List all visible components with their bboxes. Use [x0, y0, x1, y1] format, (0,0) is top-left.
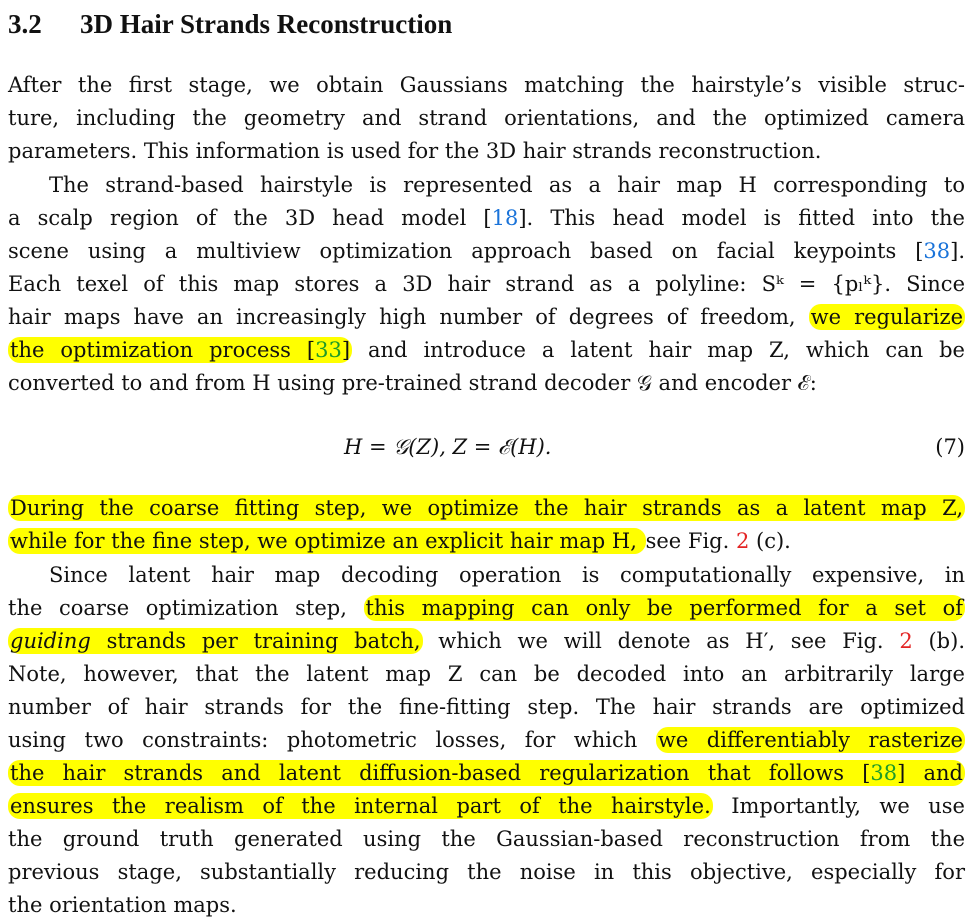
section-title: 3D Hair Strands Reconstruction — [80, 9, 453, 39]
paragraph-4-line-11: the orientation maps. — [8, 893, 237, 917]
paragraph-1-line-3: parameters. This information is used for the 3D hair strands reconstruction. — [8, 139, 822, 163]
paragraph-2-line-7: converted to and from H using pre-trained strand decoder 𝒢 and encoder ℰ: — [8, 371, 817, 395]
paragraph-1-line-1: After the first stage, we obtain Gaussians matching the hairstyle’s visible struc- — [8, 73, 965, 97]
paragraph-3-line-1 — [8, 492, 965, 525]
citation-link[interactable]: 18 — [491, 206, 519, 230]
paragraph-4-line-8: ensures the realism of the internal part of the hairstyle. Importantly, we use — [10, 794, 965, 818]
figure-link[interactable]: 2 — [735, 529, 750, 553]
paragraph-2-line-6: the optimization process [33] and introduce a latent hair map Z, which can be — [10, 338, 965, 362]
paragraph-4-line-3: guiding strands per training batch, which we will denote as H′, see Fig. 2 (b). — [10, 629, 965, 653]
highlight: ensures the realism of the internal part of the hairstyle. — [10, 794, 711, 818]
citation-link[interactable]: 33 — [315, 338, 342, 362]
paragraph-4-line-5: number of hair strands for the fine-fitting step. The hair strands are optimized — [8, 695, 965, 719]
figure-link[interactable]: 2 — [899, 629, 913, 653]
highlight: the optimization process [33] — [10, 338, 351, 362]
highlight: guiding strands per training batch, — [10, 629, 421, 653]
paragraph-2-line-5: hair maps have an increasingly high number of degrees of freedom, we regularize — [8, 305, 963, 329]
paragraph-4-line-9: the ground truth generated using the Gaussian-based reconstruction from the — [8, 827, 965, 851]
citation-link[interactable]: 38 — [923, 239, 951, 263]
highlight: while for the fine step, we optimize an explicit hair map H, — [10, 529, 644, 553]
paragraph-4-line-6: using two constraints: photometric losses, for which we differentiably rasterize — [8, 728, 963, 752]
paragraph-1-line-2: ture, including the geometry and strand orientations, and the optimized camera — [8, 106, 965, 130]
paragraph-4-line-4: Note, however, that the latent map Z can be decoded into an arbitrarily large — [8, 662, 965, 686]
equation-number: (7) — [935, 435, 965, 459]
equation-7 — [8, 429, 965, 465]
paragraph-4-line-7 — [8, 757, 965, 790]
paragraph-4-line-10: previous stage, substantially reducing the noise in this objective, especially for — [8, 860, 965, 884]
paragraph-3-line-2: while for the fine step, we optimize an explicit hair map H, see Fig. 2 (c). — [10, 529, 791, 553]
highlight: During the coarse fitting step, we optimize the hair strands as a latent map Z, — [10, 496, 963, 520]
highlight: the hair strands and latent diffusion-based regularization that follows [38] and — [10, 761, 964, 785]
section-heading — [8, 6, 452, 42]
highlight: we regularize — [810, 305, 963, 329]
highlight: this mapping can only be performed for a set of — [365, 596, 963, 620]
paragraph-2-line-4: Each texel of this map stores a 3D hair strand as a polyline: Sᵏ = {pₗᵏ}. Since — [8, 272, 965, 296]
citation-link[interactable]: 38 — [870, 761, 898, 785]
equation-body: H = 𝒢(Z), Z = ℰ(H). — [344, 435, 552, 459]
paragraph-2-line-3: scene using a multiview optimization approach based on facial keypoints [38]. — [8, 239, 965, 263]
paragraph-2-line-2: a scalp region of the 3D head model [18]. This head model is fitted into the — [8, 206, 965, 230]
paragraph-2-line-1: The strand-based hairstyle is represented as a hair map H corresponding to — [49, 173, 965, 197]
paragraph-4-line-1: Since latent hair map decoding operation is computationally expensive, in — [49, 563, 965, 587]
section-number: 3.2 — [8, 9, 42, 39]
highlight: we differentiably rasterize — [657, 728, 963, 752]
paragraph-4-line-2: the coarse optimization step, this mapping can only be performed for a set of — [8, 596, 963, 620]
